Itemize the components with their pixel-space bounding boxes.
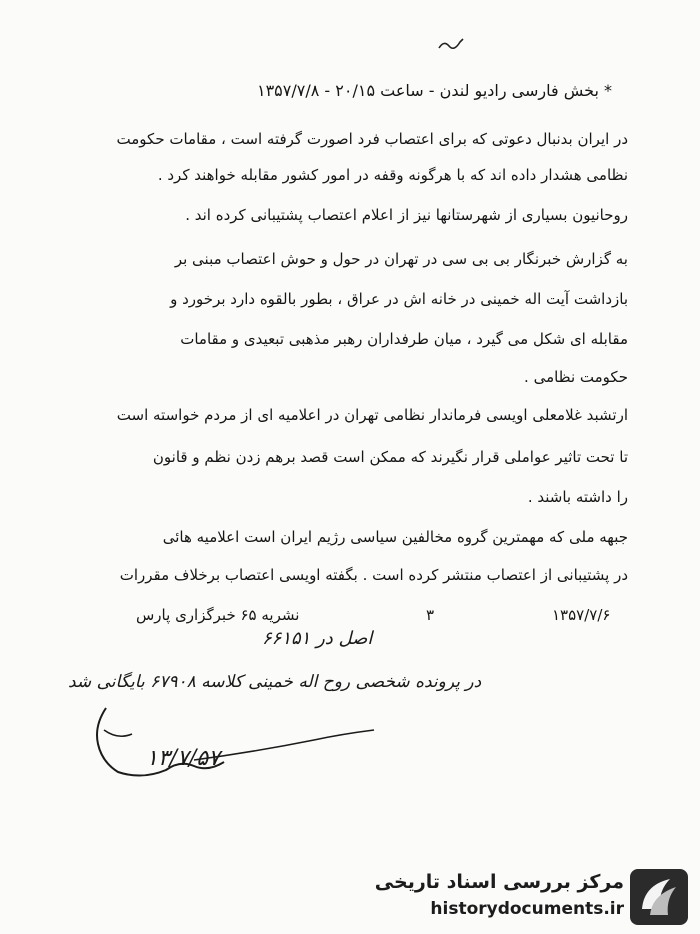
body-line-5: بازداشت آیت اله خمینی در خانه اش در عراق ، بطور بالقوه دارد برخورد و xyxy=(170,290,628,308)
body-line-10: را داشته باشند . xyxy=(527,488,628,506)
body-line-11: جبهه ملی که مهمترین گروه مخالفین سیاسی رژیم ایران است اعلامیه هائی xyxy=(162,528,628,546)
body-line-1: در ایران بدنبال دعوتی که برای اعتصاب فرد اصورت گرفته است ، مقامات حکومت xyxy=(116,130,628,148)
footer-publication: نشریه ۶۵ خبرگزاری پارس xyxy=(136,606,300,624)
header-line: * بخش فارسی رادیو لندن - ساعت ۲۰/۱۵ - ۱۳۵۷/۷/۸ xyxy=(256,81,612,100)
body-line-3: روحانیون بسیاری از شهرستانها نیز از اعلام اعتصاب پشتیبانی کرده اند . xyxy=(185,206,628,224)
archive-watermark xyxy=(374,865,694,929)
body-line-7: حکومت نظامی . xyxy=(524,368,628,386)
handwritten-reference: اصل در ۶۶۱۵۱ xyxy=(262,628,373,649)
handwritten-filing-note: در پرونده شخصی روح اله خمینی کلاسه ۶۷۹۰۸ بایگانی شد xyxy=(68,672,482,692)
watermark-url: historydocuments.ir xyxy=(430,899,624,919)
body-line-9: تا تحت تاثیر عواملی قرار نگیرند که ممکن است قصد برهم زدن نظم و قانون xyxy=(152,448,628,466)
archive-center-logo-icon xyxy=(630,869,688,925)
body-line-6: مقابله ای شکل می گیرد ، میان طرفداران رهبر مذهبی تبعیدی و مقامات xyxy=(180,330,628,348)
body-line-12: در پشتیبانی از اعتصاب منتشر کرده است . بگفته اویسی اعتصاب برخلاف مقررات xyxy=(119,566,628,584)
body-line-4: به گزارش خبرنگار بی بی سی در تهران در حول و حوش اعتصاب مبنی بر xyxy=(174,250,628,268)
handwritten-date: ۱۳/۷/۵۷ xyxy=(146,746,220,771)
footer-date: ۱۳۵۷/۷/۶ xyxy=(552,606,611,624)
watermark-title: مرکز بررسی اسناد تاریخی xyxy=(374,871,624,893)
body-line-8: ارتشبد غلامعلی اویسی فرماندار نظامی تهران در اعلامیه ای از مردم خواسته است xyxy=(116,406,628,424)
handwritten-signature xyxy=(84,700,384,795)
footer-page-number: ۳ xyxy=(426,606,435,624)
body-line-2: نظامی هشدار داده اند که با هرگونه وقفه در امور کشور مقابله خواهند کرد . xyxy=(157,166,628,184)
top-handwritten-mark xyxy=(436,36,466,54)
